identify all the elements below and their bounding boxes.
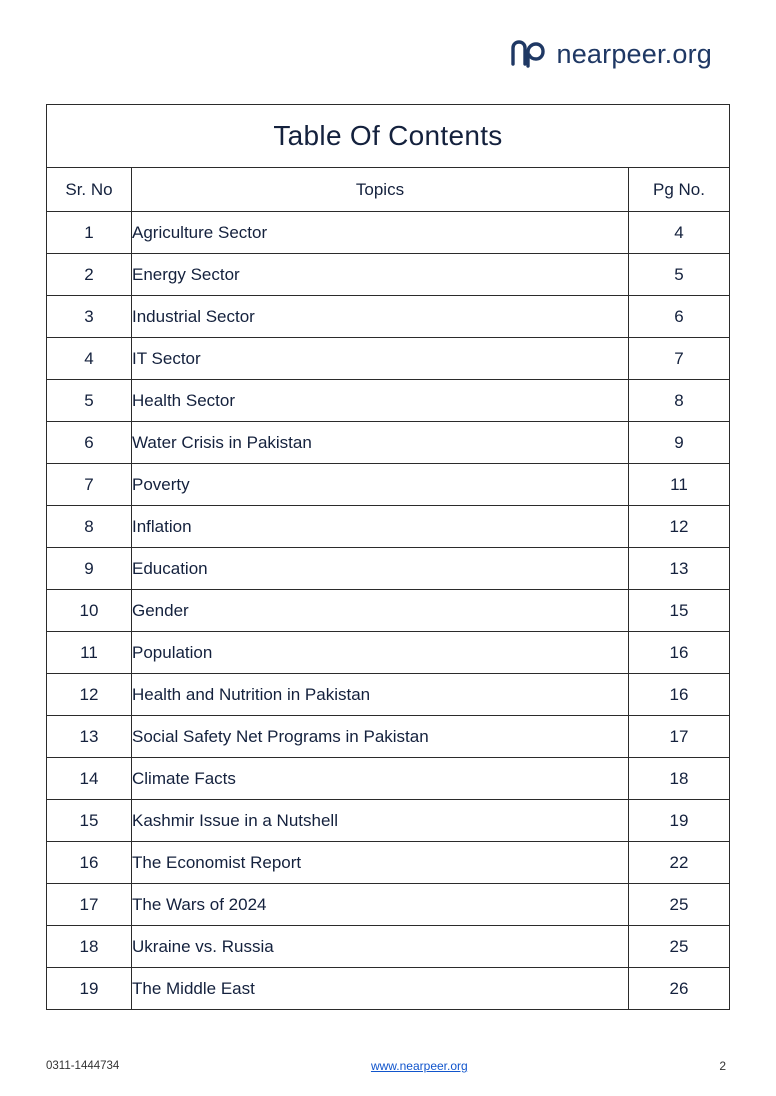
table-body [47, 212, 730, 1010]
row-sr: 3 [47, 296, 132, 338]
row-topic: Health Sector [132, 380, 629, 422]
table-row [47, 338, 730, 380]
row-topic: Health and Nutrition in Pakistan [132, 674, 629, 716]
table-row [47, 926, 730, 968]
table-row [47, 842, 730, 884]
row-sr: 16 [47, 842, 132, 884]
table-row [47, 506, 730, 548]
row-page: 17 [628, 716, 729, 758]
row-page: 16 [628, 632, 729, 674]
row-sr: 7 [47, 464, 132, 506]
row-topic: The Economist Report [132, 842, 629, 884]
row-sr: 14 [47, 758, 132, 800]
row-topic: Climate Facts [132, 758, 629, 800]
table-row [47, 590, 730, 632]
column-header-page: Pg No. [628, 168, 729, 212]
page-footer [46, 1058, 730, 1074]
row-sr: 4 [47, 338, 132, 380]
row-topic: IT Sector [132, 338, 629, 380]
row-sr: 8 [47, 506, 132, 548]
row-topic: Industrial Sector [132, 296, 629, 338]
row-topic: Water Crisis in Pakistan [132, 422, 629, 464]
row-sr: 6 [47, 422, 132, 464]
table-of-contents [46, 104, 730, 1010]
row-topic: Gender [132, 590, 629, 632]
brand-header [506, 34, 712, 74]
row-topic: Inflation [132, 506, 629, 548]
row-sr: 9 [47, 548, 132, 590]
table-title-row [47, 105, 730, 168]
row-topic: Poverty [132, 464, 629, 506]
row-page: 18 [628, 758, 729, 800]
table-row [47, 674, 730, 716]
row-page: 22 [628, 842, 729, 884]
table-row [47, 380, 730, 422]
row-sr: 13 [47, 716, 132, 758]
row-page: 26 [628, 968, 729, 1010]
footer-page-number: 2 [719, 1059, 726, 1073]
row-page: 9 [628, 422, 729, 464]
row-page: 4 [628, 212, 729, 254]
row-topic: Population [132, 632, 629, 674]
table-row [47, 464, 730, 506]
row-sr: 1 [47, 212, 132, 254]
footer-website [119, 1059, 719, 1073]
row-sr: 19 [47, 968, 132, 1010]
footer-phone: 0311-1444734 [46, 1060, 120, 1072]
table-row [47, 800, 730, 842]
table-row [47, 254, 730, 296]
row-page: 25 [628, 884, 729, 926]
row-page: 19 [628, 800, 729, 842]
column-header-sr: Sr. No [47, 168, 132, 212]
row-sr: 18 [47, 926, 132, 968]
table-row [47, 884, 730, 926]
footer-website-link[interactable]: www.nearpeer.org [370, 1059, 468, 1073]
row-sr: 10 [47, 590, 132, 632]
row-topic: The Middle East [132, 968, 629, 1010]
row-page: 25 [628, 926, 729, 968]
row-sr: 2 [47, 254, 132, 296]
table-row [47, 422, 730, 464]
row-page: 5 [628, 254, 729, 296]
row-page: 12 [628, 506, 729, 548]
row-topic: Kashmir Issue in a Nutshell [132, 800, 629, 842]
row-sr: 15 [47, 800, 132, 842]
table-row [47, 716, 730, 758]
table-row [47, 632, 730, 674]
row-page: 7 [628, 338, 729, 380]
row-topic: Agriculture Sector [132, 212, 629, 254]
row-topic: Education [132, 548, 629, 590]
row-sr: 5 [47, 380, 132, 422]
column-header-topics: Topics [132, 168, 629, 212]
row-topic: The Wars of 2024 [132, 884, 629, 926]
row-sr: 17 [47, 884, 132, 926]
table-row [47, 548, 730, 590]
row-topic: Energy Sector [132, 254, 629, 296]
nearpeer-monogram-icon [506, 34, 546, 74]
row-page: 6 [628, 296, 729, 338]
table-row [47, 758, 730, 800]
table-row [47, 296, 730, 338]
table-row [47, 212, 730, 254]
row-page: 8 [628, 380, 729, 422]
table-header-row [47, 168, 730, 212]
table-row [47, 968, 730, 1010]
row-topic: Social Safety Net Programs in Pakistan [132, 716, 629, 758]
row-sr: 11 [47, 632, 132, 674]
row-topic: Ukraine vs. Russia [132, 926, 629, 968]
page-title: Table Of Contents [47, 105, 730, 168]
row-page: 11 [628, 464, 729, 506]
row-page: 16 [628, 674, 729, 716]
row-page: 13 [628, 548, 729, 590]
row-page: 15 [628, 590, 729, 632]
row-sr: 12 [47, 674, 132, 716]
brand-name: nearpeer.org [556, 38, 712, 69]
